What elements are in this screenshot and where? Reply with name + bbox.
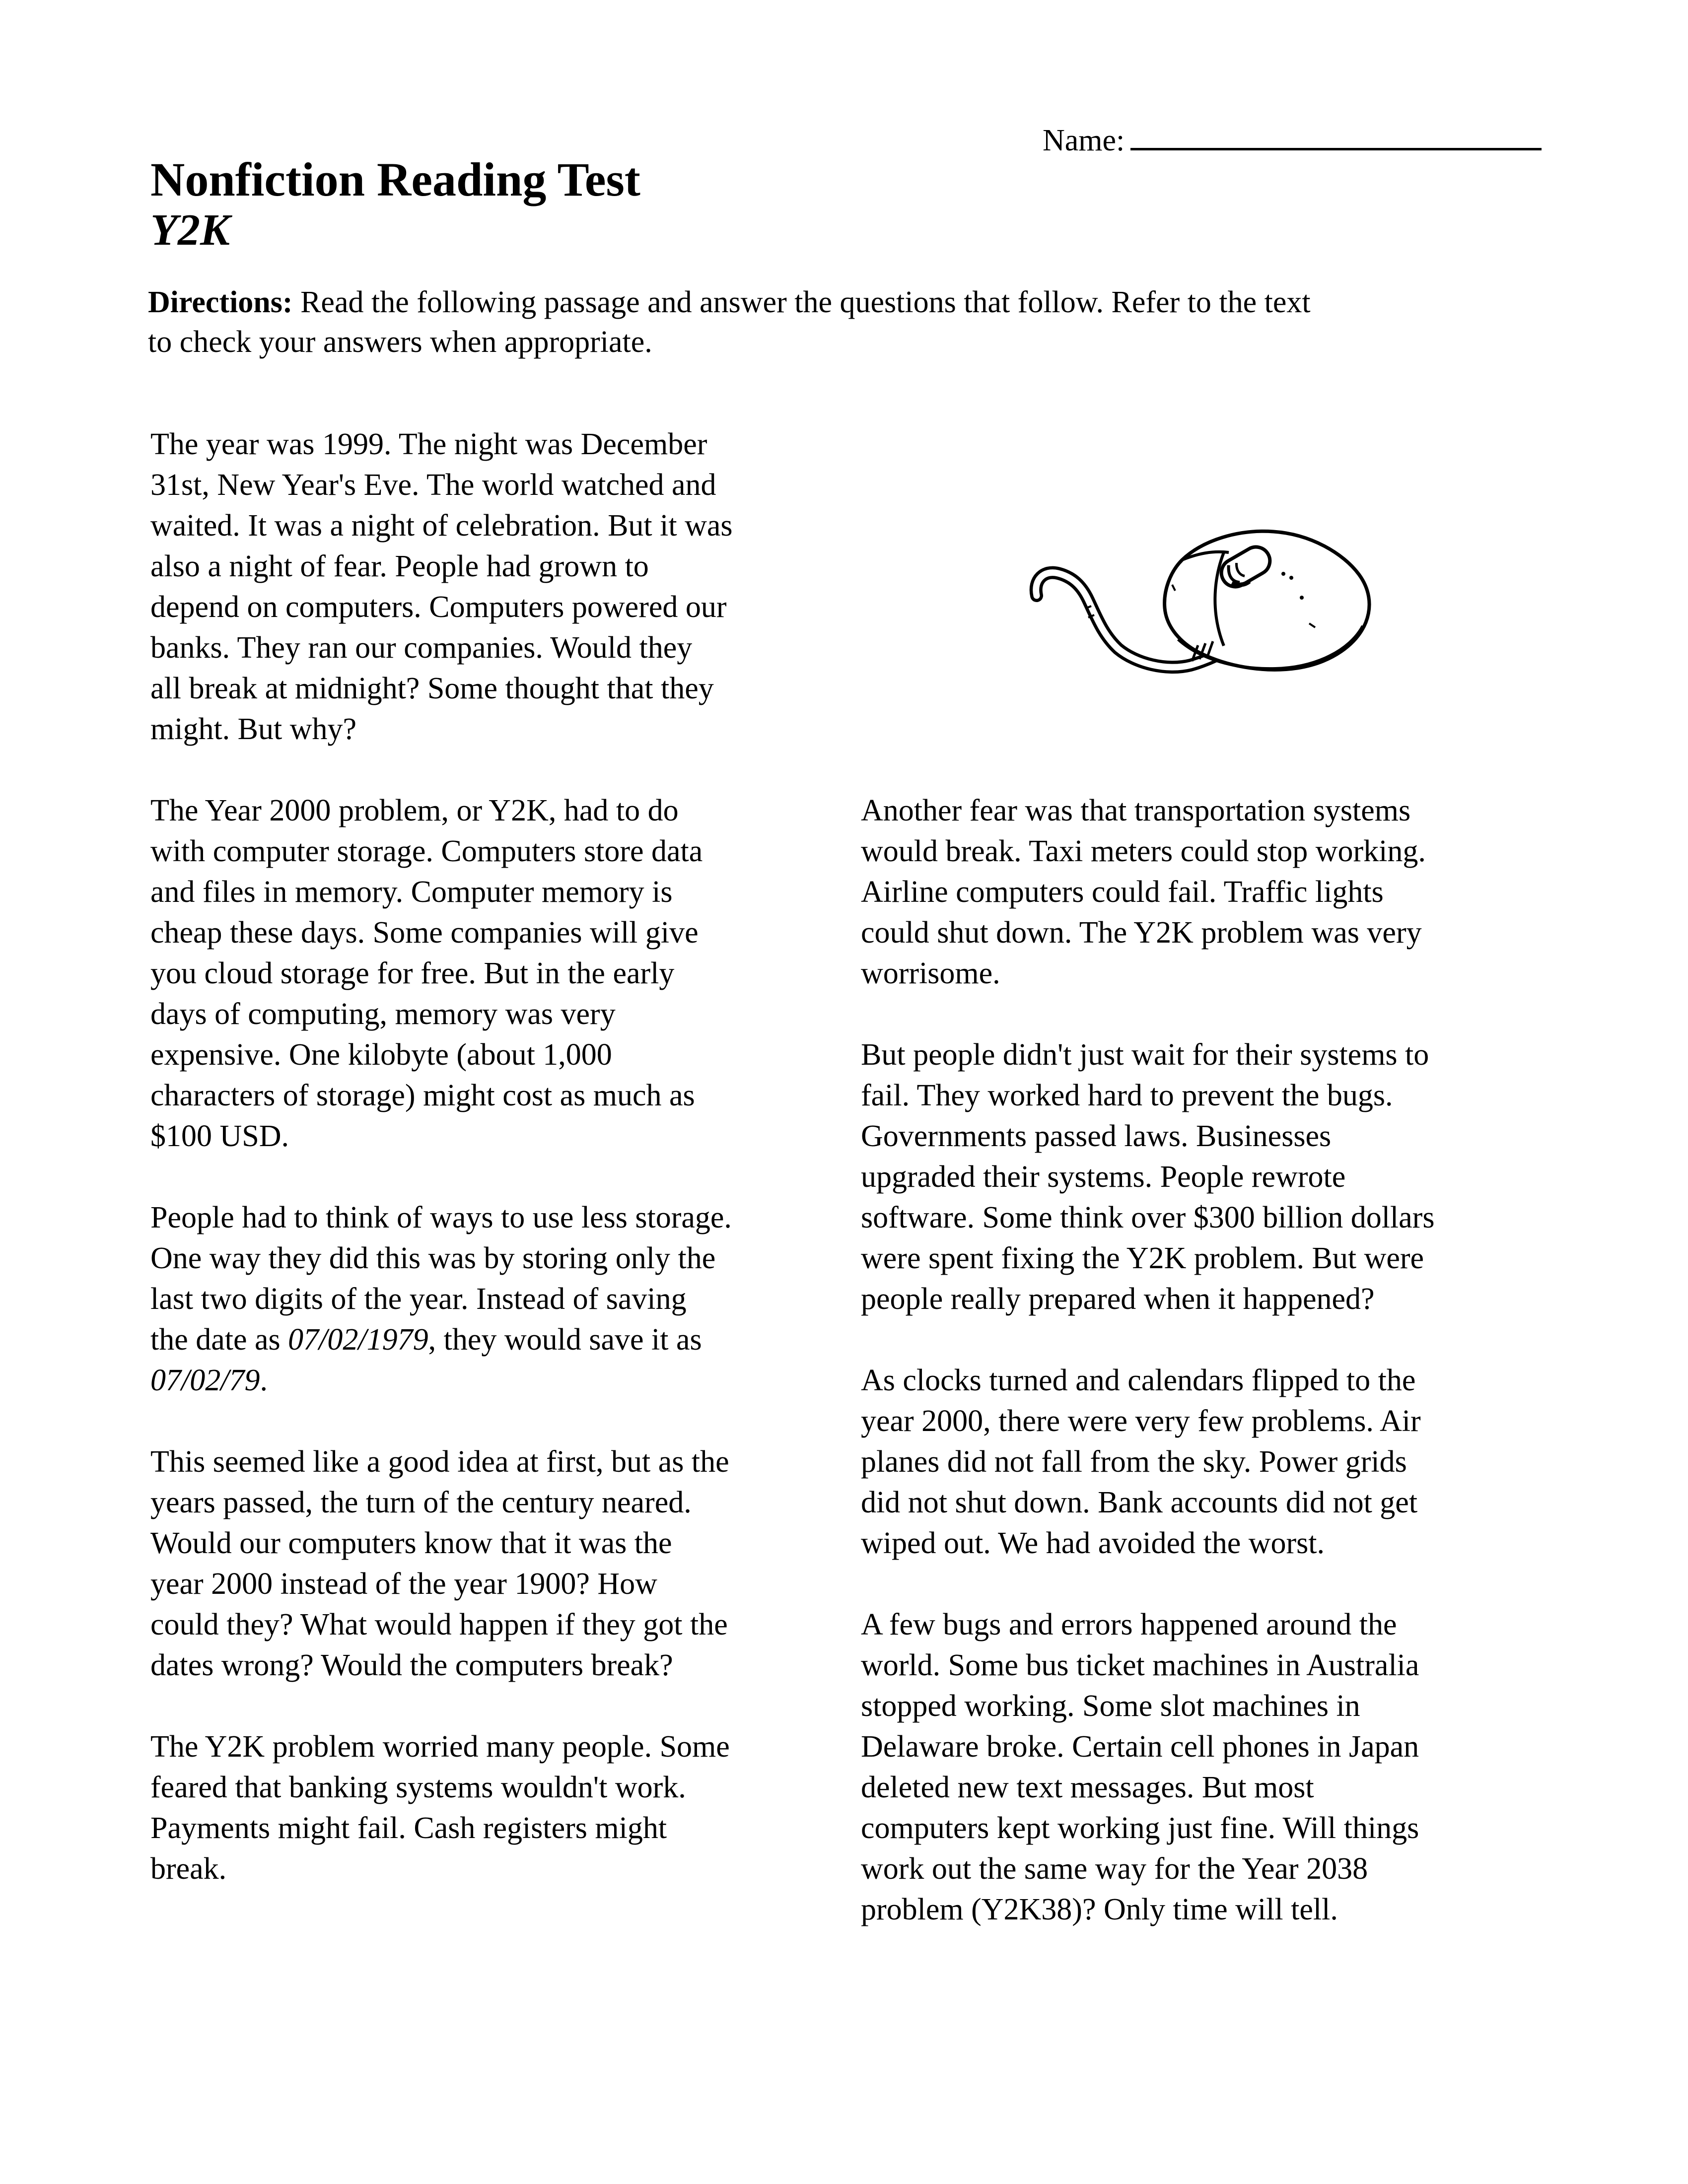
text-line <box>150 1279 845 1319</box>
text-segment: stopped working. Some slot machines in <box>861 1689 1360 1723</box>
text-segment: year 2000 instead of the year 1900? How <box>150 1567 657 1601</box>
text-segment: people really prepared when it happened? <box>861 1282 1375 1316</box>
text-line <box>150 1645 845 1686</box>
text-line <box>861 1848 1556 1889</box>
text-line <box>861 1604 1556 1645</box>
text-segment: depend on computers. Computers powered our <box>150 590 727 624</box>
text-line <box>150 587 845 627</box>
text-line <box>150 1482 845 1523</box>
text-line <box>150 912 845 953</box>
text-segment: $100 USD. <box>150 1119 289 1153</box>
text-line <box>150 1564 845 1604</box>
text-segment: also a night of fear. People had grown to <box>150 549 649 583</box>
text-segment: computers kept working just fine. Will things <box>861 1811 1419 1845</box>
text-segment: Payments might fail. Cash registers might <box>150 1811 667 1845</box>
text-segment: upgraded their systems. People rewrote <box>861 1160 1346 1194</box>
text-line <box>150 1075 845 1116</box>
paragraph <box>861 1034 1556 1319</box>
text-segment: This seemed like a good idea at first, but as the <box>150 1445 729 1479</box>
text-line <box>861 1360 1556 1401</box>
text-line <box>150 1604 845 1645</box>
text-line <box>150 1034 845 1075</box>
text-line <box>861 953 1556 994</box>
passage-left-column <box>150 424 845 1889</box>
text-segment: Another fear was that transportation systems <box>861 794 1411 827</box>
text-segment: days of computing, memory was very <box>150 997 616 1031</box>
text-line <box>150 627 845 668</box>
text-line <box>150 1441 845 1482</box>
text-line <box>150 465 845 505</box>
text-segment: you cloud storage for free. But in the early <box>150 956 675 990</box>
name-label: Name: <box>1043 124 1125 157</box>
text-line <box>861 1726 1556 1767</box>
text-line <box>861 790 1556 831</box>
name-blank-line <box>1130 148 1542 150</box>
text-segment: But people didn't just wait for their systems to <box>861 1038 1429 1072</box>
page-title: Nonfiction Reading Test <box>150 153 640 206</box>
text-line <box>150 1808 845 1848</box>
paragraph <box>150 424 845 750</box>
text-line <box>861 1034 1556 1075</box>
text-segment: the date as <box>150 1323 288 1357</box>
text-line <box>861 1889 1556 1930</box>
text-segment: The Year 2000 problem, or Y2K, had to do <box>150 794 679 827</box>
text-line <box>861 1767 1556 1808</box>
text-segment: might. But why? <box>150 712 357 746</box>
text-segment: As clocks turned and calendars flipped to the <box>861 1364 1416 1397</box>
text-segment: software. Some think over $300 billion dollars <box>861 1201 1435 1234</box>
text-line <box>150 1848 845 1889</box>
text-line <box>150 1767 845 1808</box>
text-segment: Airline computers could fail. Traffic lights <box>861 875 1384 909</box>
text-segment: characters of storage) might cost as much as <box>150 1079 695 1112</box>
text-segment: worrisome. <box>861 956 1000 990</box>
paragraph <box>861 790 1556 994</box>
text-line <box>150 1319 845 1360</box>
text-segment: cheap these days. Some companies will give <box>150 916 699 950</box>
text-line <box>150 1726 845 1767</box>
text-line <box>150 1360 845 1401</box>
text-segment: One way they did this was by storing only the <box>150 1241 716 1275</box>
text-line <box>150 953 845 994</box>
text-segment: did not shut down. Bank accounts did not get <box>861 1486 1418 1519</box>
paragraph <box>861 1360 1556 1564</box>
text-segment: People had to think of ways to use less storage. <box>150 1201 732 1234</box>
paragraph <box>150 790 845 1157</box>
text-segment: feared that banking systems wouldn't work. <box>150 1771 686 1804</box>
text-segment: world. Some bus ticket machines in Australia <box>861 1648 1419 1682</box>
text-segment: all break at midnight? Some thought that they <box>150 672 714 705</box>
text-segment: expensive. One kilobyte (about 1,000 <box>150 1038 612 1072</box>
text-segment: , they would save it as <box>428 1323 702 1357</box>
text-segment: The year was 1999. The night was December <box>150 427 707 461</box>
text-line <box>150 505 845 546</box>
text-line <box>861 1238 1556 1279</box>
text-segment: 07/02/1979 <box>288 1323 428 1357</box>
text-line <box>861 912 1556 953</box>
text-line <box>150 546 845 587</box>
text-segment: could they? What would happen if they got the <box>150 1608 728 1641</box>
text-line <box>150 831 845 872</box>
text-segment: last two digits of the year. Instead of saving <box>150 1282 687 1316</box>
text-line <box>861 1482 1556 1523</box>
paragraph <box>150 1441 845 1686</box>
text-line <box>150 1197 845 1238</box>
text-line <box>150 790 845 831</box>
text-line <box>148 322 1563 362</box>
computer-mouse-illustration <box>1015 525 1373 674</box>
text-segment: years passed, the turn of the century neared. <box>150 1486 692 1519</box>
text-line <box>150 1116 845 1157</box>
text-line <box>861 872 1556 912</box>
text-line <box>150 994 845 1034</box>
text-segment: Governments passed laws. Businesses <box>861 1119 1332 1153</box>
text-segment: Read the following passage and answer the questions that follow. Refer to the text <box>292 285 1311 319</box>
text-line <box>861 831 1556 872</box>
text-segment: problem (Y2K38)? Only time will tell. <box>861 1893 1338 1926</box>
text-segment: and files in memory. Computer memory is <box>150 875 673 909</box>
paragraph <box>861 1604 1556 1930</box>
text-segment: Directions: <box>148 285 293 319</box>
text-line <box>861 1116 1556 1157</box>
text-segment: Would our computers know that it was the <box>150 1526 672 1560</box>
text-segment: were spent fixing the Y2K problem. But were <box>861 1241 1424 1275</box>
text-segment: work out the same way for the Year 2038 <box>861 1852 1368 1886</box>
text-line <box>861 1686 1556 1726</box>
text-line <box>861 1523 1556 1564</box>
text-segment: wiped out. We had avoided the worst. <box>861 1526 1325 1560</box>
title-block <box>150 155 640 255</box>
text-segment: planes did not fall from the sky. Power grids <box>861 1445 1407 1479</box>
text-segment: The Y2K problem worried many people. Some <box>150 1730 730 1764</box>
text-segment: Delaware broke. Certain cell phones in Japan <box>861 1730 1419 1764</box>
text-line <box>861 1279 1556 1319</box>
text-segment: year 2000, there were very few problems. Air <box>861 1404 1421 1438</box>
computer-mouse-svg <box>1015 525 1373 674</box>
text-line <box>861 1075 1556 1116</box>
text-segment: dates wrong? Would the computers break? <box>150 1648 673 1682</box>
text-line <box>150 424 845 465</box>
directions-paragraph <box>148 282 1563 362</box>
text-segment: waited. It was a night of celebration. But it was <box>150 509 733 543</box>
text-segment: could shut down. The Y2K problem was very <box>861 916 1422 950</box>
text-line <box>150 1523 845 1564</box>
text-line <box>150 872 845 912</box>
text-line <box>150 668 845 709</box>
text-line <box>861 1441 1556 1482</box>
text-segment: 31st, New Year's Eve. The world watched and <box>150 468 716 502</box>
text-line <box>861 1401 1556 1441</box>
paragraph <box>150 1197 845 1401</box>
text-line <box>150 1238 845 1279</box>
page-subtitle: Y2K <box>150 205 230 255</box>
passage-right-column <box>861 790 1556 1930</box>
text-segment: to check your answers when appropriate. <box>148 325 652 359</box>
paragraph <box>150 1726 845 1889</box>
text-line <box>861 1645 1556 1686</box>
text-segment: with computer storage. Computers store data <box>150 834 703 868</box>
text-segment: fail. They worked hard to prevent the bugs. <box>861 1079 1393 1112</box>
text-segment: banks. They ran our companies. Would they <box>150 631 693 665</box>
text-line <box>861 1157 1556 1197</box>
text-segment: A few bugs and errors happened around the <box>861 1608 1397 1641</box>
text-segment: 07/02/79 <box>150 1364 260 1397</box>
text-line <box>150 709 845 750</box>
text-line <box>861 1808 1556 1848</box>
text-line <box>861 1197 1556 1238</box>
text-segment: . <box>260 1364 268 1397</box>
name-row <box>1043 123 1542 158</box>
text-line <box>148 282 1563 322</box>
text-segment: deleted new text messages. But most <box>861 1771 1314 1804</box>
text-segment: break. <box>150 1852 227 1886</box>
text-segment: would break. Taxi meters could stop working. <box>861 834 1426 868</box>
